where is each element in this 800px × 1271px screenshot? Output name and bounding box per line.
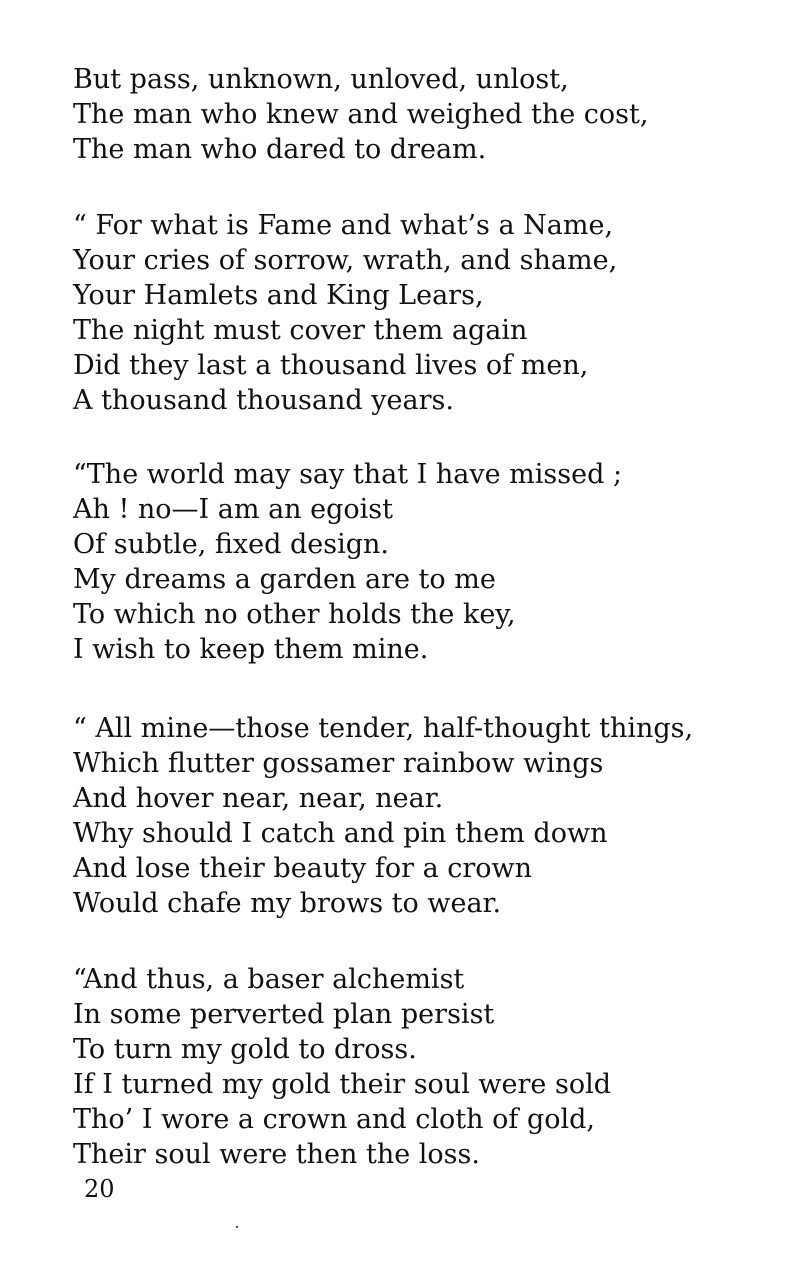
poem-line: The night must cover them again [73, 315, 528, 346]
poem-line: Would chafe my brows to wear. [73, 888, 502, 919]
poem-line: If I turned my gold their soul were sold [73, 1069, 611, 1100]
poem-line: Ah ! no—I am an egoist [73, 494, 394, 525]
poem-line: Your cries of sorrow, wrath, and shame, [73, 245, 618, 276]
poem-line: Why should I catch and pin them down [73, 818, 608, 849]
poem-line: “ For what is Fame and what’s a Name, [73, 210, 614, 241]
poem-line: “The world may say that I have missed ; [73, 459, 623, 490]
poem-line: Which flutter gossamer rainbow wings [73, 748, 604, 779]
stanza-5 [73, 962, 611, 1172]
poem-line: The man who knew and weighed the cost, [73, 99, 649, 130]
poem-line: And lose their beauty for a crown [73, 853, 533, 884]
poem-line: Your Hamlets and King Lears, [73, 280, 484, 311]
poem-line: To which no other holds the key, [73, 599, 516, 630]
poem-line: Did they last a thousand lives of men, [73, 350, 589, 381]
poem-line: My dreams a garden are to me [73, 564, 496, 595]
stanza-1 [73, 62, 648, 167]
print-speck [236, 1226, 238, 1228]
poem-line: The man who dared to dream. [73, 134, 487, 165]
stanza-2 [73, 208, 617, 418]
poem-line: Of subtle, fixed design. [73, 529, 389, 560]
poem-line: But pass, unknown, unloved, unlost, [73, 64, 569, 95]
poem-line: Tho’ I wore a crown and cloth of gold, [73, 1104, 596, 1135]
poem-line: “ All mine—those tender, half-thought things, [73, 713, 694, 744]
stanza-4 [73, 711, 693, 921]
poem-line: And hover near, near, near. [73, 783, 444, 814]
poem-line: A thousand thousand years. [73, 385, 454, 416]
stanza-3 [73, 457, 622, 667]
page-number: 20 [84, 1175, 115, 1203]
poem-line: To turn my gold to dross. [73, 1034, 417, 1065]
poem-line: In some perverted plan persist [73, 999, 495, 1030]
poem-line: “And thus, a baser alchemist [73, 964, 465, 995]
poem-line: Their soul were then the loss. [73, 1139, 480, 1170]
poem-line: I wish to keep them mine. [73, 634, 429, 665]
